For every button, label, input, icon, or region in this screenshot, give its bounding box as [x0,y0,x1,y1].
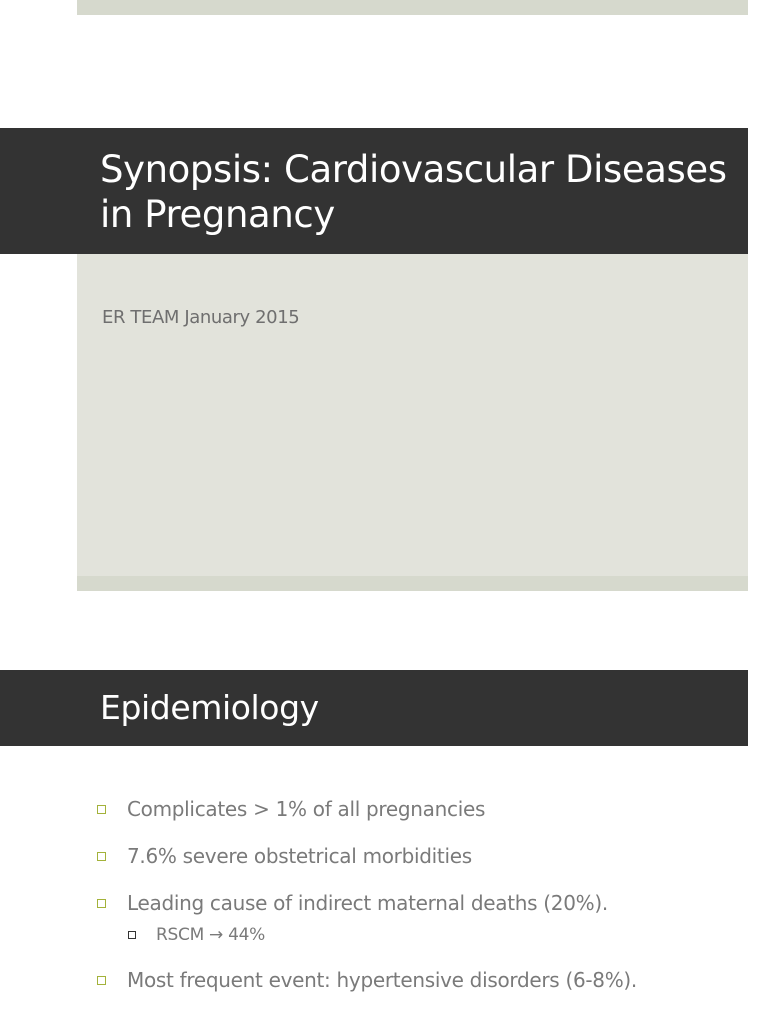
bullet-item [97,891,608,915]
bullet-item [97,968,637,992]
bullet-text: Complicates > 1% of all pregnancies [127,797,486,821]
slide1-subtitle: ER TEAM January 2015 [102,307,300,328]
bullet-item [97,797,485,821]
slide2-title: Epidemiology [100,688,319,727]
square-outline-icon [97,852,106,861]
bullet-text: Most frequent event: hypertensive disorders (6-8%). [127,968,637,992]
bullet-item [97,844,472,868]
square-outline-icon [97,899,106,908]
bullet-text: RSCM → 44% [156,925,265,945]
square-outline-icon [97,805,106,814]
bullet-text: Leading cause of indirect maternal deaths (20%). [127,891,608,915]
slide1-title: Synopsis: Cardiovascular Diseases in Pregnancy [100,148,727,236]
sub-bullet-item [128,925,265,945]
square-outline-icon [97,976,106,985]
bullet-text: 7.6% severe obstetrical morbidities [127,844,472,868]
square-outline-icon [128,931,136,939]
